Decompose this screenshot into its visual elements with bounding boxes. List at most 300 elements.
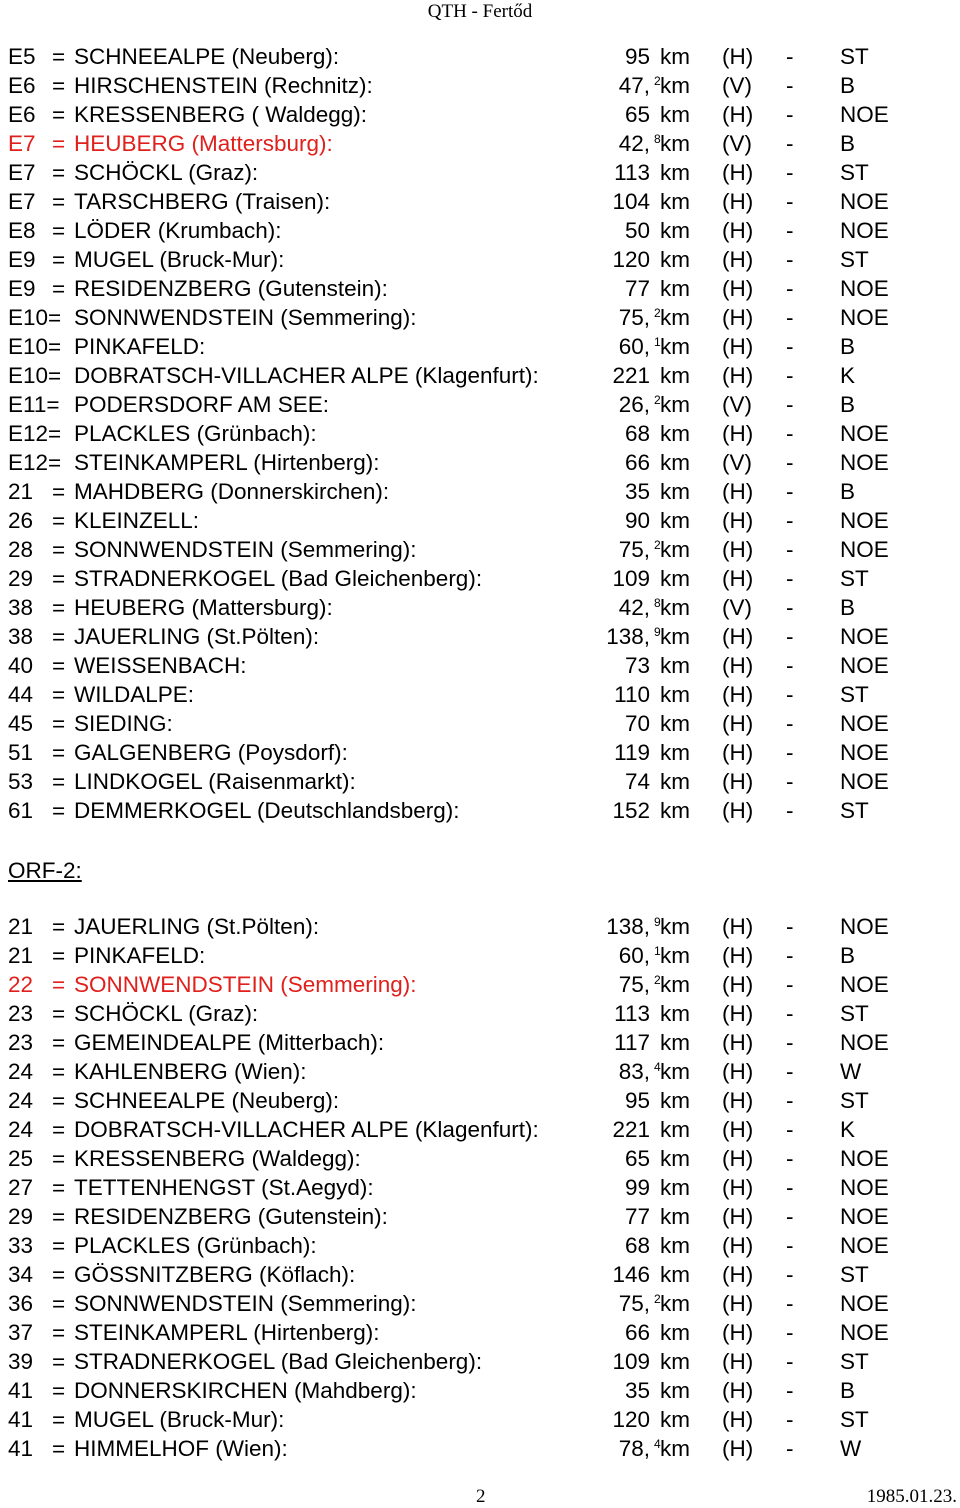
region-code: NOE [840,711,889,736]
distance-unit: km [660,798,690,823]
station-name: MUGEL (Bruck-Mur): [74,1407,285,1432]
channel-label: E7 [8,160,36,185]
distance-value: 152 [612,798,650,823]
distance-unit: km [660,479,690,504]
separator-dash: - [786,624,794,649]
polarization: (H) [722,1320,754,1345]
distance-decimal: 2 [654,973,661,987]
distance-decimal: 2 [654,74,661,88]
distance-unit: km [660,624,690,649]
polarization: (H) [722,943,754,968]
station-name: DEMMERKOGEL (Deutschlandsberg): [74,798,460,823]
distance-unit: km [660,1088,690,1113]
polarization: (H) [722,1436,754,1461]
station-name: LINDKOGEL (Raisenmarkt): [74,769,356,794]
region-code: W [840,1059,862,1084]
separator-dash: - [786,305,794,330]
separator-dash: - [786,218,794,243]
distance-unit: km [660,1030,690,1055]
station-name: SCHÖCKL (Graz): [74,1001,259,1026]
transmitter-row [8,1115,908,1144]
distance-value: 113 [614,1001,650,1026]
separator-dash: - [786,1030,794,1055]
channel-label: E10= [8,363,62,388]
station-name: GEMEINDEALPE (Mitterbach): [74,1030,385,1055]
distance-value: 75, [618,972,650,997]
polarization: (H) [722,566,754,591]
station-name: MUGEL (Bruck-Mur): [74,247,285,272]
polarization: (H) [722,682,754,707]
equals-sign: = [52,566,66,591]
polarization: (H) [722,305,754,330]
polarization: (H) [722,1117,754,1142]
distance-decimal: 2 [654,538,661,552]
distance-decimal: 9 [654,625,661,639]
separator-dash: - [786,798,794,823]
region-code: ST [840,1407,869,1432]
station-name: MAHDBERG (Donnerskirchen): [74,479,390,504]
distance-unit: km [660,44,690,69]
equals-sign: = [52,682,66,707]
polarization: (H) [722,1407,754,1432]
distance-unit: km [660,305,690,330]
equals-sign: = [52,479,66,504]
transmitter-row [8,332,908,361]
separator-dash: - [786,131,794,156]
distance-value: 77 [624,1204,650,1229]
station-name: JAUERLING (St.Pölten): [74,914,320,939]
separator-dash: - [786,943,794,968]
polarization: (H) [722,276,754,301]
region-code: NOE [840,1204,889,1229]
polarization: (H) [722,914,754,939]
equals-sign: = [52,972,66,997]
region-code: B [840,595,856,620]
transmitter-row [8,1231,908,1260]
station-name: RESIDENZBERG (Gutenstein): [74,276,388,301]
transmitter-list-orf2 [8,912,908,1463]
region-code: NOE [840,1233,889,1258]
station-name: STEINKAMPERL (Hirtenberg): [74,1320,380,1345]
separator-dash: - [786,1436,794,1461]
equals-sign: = [52,276,66,301]
polarization: (H) [722,798,754,823]
equals-sign: = [52,1378,66,1403]
channel-label: E12= [8,450,62,475]
equals-sign: = [52,247,66,272]
channel-label: 41 [8,1378,34,1403]
region-code: K [840,1117,856,1142]
separator-dash: - [786,566,794,591]
distance-unit: km [660,508,690,533]
station-name: SCHÖCKL (Graz): [74,160,259,185]
distance-unit: km [660,1204,690,1229]
distance-value: 95 [624,1088,650,1113]
channel-label: E7 [8,189,36,214]
distance-value: 42, [618,595,650,620]
region-code: NOE [840,1146,889,1171]
distance-unit: km [660,653,690,678]
transmitter-row [8,42,908,71]
separator-dash: - [786,1001,794,1026]
station-name: JAUERLING (St.Pölten): [74,624,320,649]
distance-value: 47, [618,73,650,98]
equals-sign: = [52,624,66,649]
channel-label: E10= [8,305,62,330]
region-code: NOE [840,421,889,446]
transmitter-row [8,680,908,709]
distance-unit: km [660,131,690,156]
station-name: HEUBERG (Mattersburg): [74,131,333,156]
channel-label: 29 [8,1204,34,1229]
separator-dash: - [786,711,794,736]
equals-sign: = [52,798,66,823]
channel-label: 61 [8,798,34,823]
channel-label: E8 [8,218,36,243]
equals-sign: = [52,131,66,156]
distance-value: 83, [618,1059,650,1084]
transmitter-row [8,361,908,390]
equals-sign: = [52,1030,66,1055]
transmitter-row [8,506,908,535]
distance-unit: km [660,769,690,794]
distance-unit: km [660,1233,690,1258]
transmitter-row [8,477,908,506]
distance-value: 90 [624,508,650,533]
distance-unit: km [660,247,690,272]
station-name: HEUBERG (Mattersburg): [74,595,333,620]
separator-dash: - [786,1117,794,1142]
distance-value: 146 [612,1262,650,1287]
channel-label: 33 [8,1233,34,1258]
equals-sign: = [52,711,66,736]
region-code: ST [840,1349,869,1374]
distance-decimal: 1 [654,944,661,958]
transmitter-row [8,796,908,825]
channel-label: E9 [8,276,36,301]
transmitter-row [8,158,908,187]
station-name: PLACKLES (Grünbach): [74,421,317,446]
region-code: NOE [840,1291,889,1316]
region-code: ST [840,160,869,185]
region-code: ST [840,682,869,707]
transmitter-row [8,999,908,1028]
separator-dash: - [786,1204,794,1229]
region-code: NOE [840,1030,889,1055]
equals-sign: = [52,595,66,620]
distance-value: 65 [624,1146,650,1171]
transmitter-row [8,303,908,332]
distance-unit: km [660,160,690,185]
station-name: WILDALPE: [74,682,195,707]
distance-value: 66 [624,450,650,475]
equals-sign: = [52,653,66,678]
separator-dash: - [786,392,794,417]
transmitter-row [8,1434,908,1463]
distance-value: 221 [612,363,650,388]
transmitter-row [8,651,908,680]
page-header [0,0,960,26]
transmitter-row [8,1260,908,1289]
transmitter-row [8,622,908,651]
region-code: B [840,73,856,98]
polarization: (H) [722,1030,754,1055]
channel-label: 25 [8,1146,34,1171]
distance-unit: km [660,189,690,214]
station-name: TARSCHBERG (Traisen): [74,189,331,214]
polarization: (H) [722,769,754,794]
channel-label: 21 [8,914,34,939]
section-title-orf2: ORF-2: [8,858,82,883]
station-name: SONNWENDSTEIN (Semmering): [74,1291,417,1316]
polarization: (H) [722,653,754,678]
station-name: PINKAFELD: [74,943,206,968]
channel-label: 36 [8,1291,34,1316]
distance-unit: km [660,421,690,446]
separator-dash: - [786,73,794,98]
region-code: NOE [840,914,889,939]
polarization: (H) [722,1349,754,1374]
region-code: NOE [840,276,889,301]
transmitter-row [8,1057,908,1086]
region-code: B [840,334,856,359]
distance-decimal: 9 [654,915,661,929]
channel-label: E6 [8,102,36,127]
distance-value: 119 [614,740,650,765]
distance-decimal: 8 [654,132,661,146]
separator-dash: - [786,537,794,562]
transmitter-row [8,535,908,564]
separator-dash: - [786,740,794,765]
distance-value: 120 [612,247,650,272]
region-code: NOE [840,450,889,475]
polarization: (V) [722,131,752,156]
channel-label: 26 [8,508,34,533]
distance-value: 35 [624,479,650,504]
region-code: ST [840,566,869,591]
transmitter-row [8,767,908,796]
transmitter-row [8,274,908,303]
distance-value: 138, [606,914,650,939]
channel-label: 29 [8,566,34,591]
station-name: PLACKLES (Grünbach): [74,1233,317,1258]
distance-value: 138, [606,624,650,649]
separator-dash: - [786,421,794,446]
distance-unit: km [660,1146,690,1171]
station-name: WEISSENBACH: [74,653,247,678]
polarization: (H) [722,189,754,214]
region-code: NOE [840,653,889,678]
transmitter-row [8,129,908,158]
channel-label: 45 [8,711,34,736]
region-code: ST [840,1262,869,1287]
polarization: (H) [722,1291,754,1316]
separator-dash: - [786,160,794,185]
channel-label: 39 [8,1349,34,1374]
transmitter-row [8,390,908,419]
transmitter-row [8,1405,908,1434]
separator-dash: - [786,1262,794,1287]
distance-unit: km [660,1378,690,1403]
distance-unit: km [660,914,690,939]
transmitter-row [8,738,908,767]
channel-label: 37 [8,1320,34,1345]
channel-label: 41 [8,1436,34,1461]
distance-value: 68 [624,421,650,446]
distance-unit: km [660,102,690,127]
distance-unit: km [660,537,690,562]
station-name: DONNERSKIRCHEN (Mahdberg): [74,1378,417,1403]
polarization: (H) [722,247,754,272]
document-date: 1985.01.23. [866,1486,957,1507]
equals-sign: = [52,218,66,243]
separator-dash: - [786,479,794,504]
region-code: B [840,943,856,968]
equals-sign: = [52,160,66,185]
channel-label: E11= [8,392,60,417]
equals-sign: = [52,1291,66,1316]
station-name: DOBRATSCH-VILLACHER ALPE (Klagenfurt): [74,1117,539,1142]
distance-unit: km [660,1349,690,1374]
equals-sign: = [52,1436,66,1461]
separator-dash: - [786,1378,794,1403]
channel-label: E12= [8,421,62,446]
polarization: (H) [722,1175,754,1200]
equals-sign: = [52,1001,66,1026]
polarization: (H) [722,711,754,736]
polarization: (H) [722,218,754,243]
distance-unit: km [660,1407,690,1432]
region-code: ST [840,44,869,69]
polarization: (H) [722,537,754,562]
transmitter-row [8,448,908,477]
distance-unit: km [660,450,690,475]
channel-label: 53 [8,769,34,794]
equals-sign: = [52,914,66,939]
polarization: (H) [722,1262,754,1287]
distance-value: 104 [612,189,650,214]
distance-unit: km [660,711,690,736]
channel-label: 23 [8,1030,34,1055]
polarization: (H) [722,1088,754,1113]
equals-sign: = [52,44,66,69]
distance-unit: km [660,1175,690,1200]
station-name: KRESSENBERG ( Waldegg): [74,102,368,127]
region-code: NOE [840,189,889,214]
distance-value: 109 [612,1349,650,1374]
channel-label: 38 [8,595,34,620]
distance-unit: km [660,972,690,997]
equals-sign: = [52,189,66,214]
polarization: (H) [722,508,754,533]
region-code: ST [840,1088,869,1113]
distance-value: 75, [618,537,650,562]
station-name: SONNWENDSTEIN (Semmering): [74,972,417,997]
distance-value: 95 [624,44,650,69]
separator-dash: - [786,189,794,214]
distance-value: 221 [612,1117,650,1142]
distance-unit: km [660,334,690,359]
equals-sign: = [52,1262,66,1287]
distance-unit: km [660,1117,690,1142]
channel-label: E5 [8,44,36,69]
separator-dash: - [786,682,794,707]
region-code: NOE [840,218,889,243]
distance-value: 113 [614,160,650,185]
separator-dash: - [786,44,794,69]
equals-sign: = [52,1117,66,1142]
distance-value: 110 [614,682,650,707]
transmitter-row [8,1318,908,1347]
distance-value: 77 [624,276,650,301]
distance-unit: km [660,566,690,591]
distance-value: 65 [624,102,650,127]
transmitter-row [8,1289,908,1318]
distance-decimal: 2 [654,1292,661,1306]
station-name: PODERSDORF AM SEE: [74,392,330,417]
station-name: GÖSSNITZBERG (Köflach): [74,1262,356,1287]
separator-dash: - [786,972,794,997]
page-footer [0,1486,960,1508]
separator-dash: - [786,653,794,678]
distance-value: 68 [624,1233,650,1258]
distance-value: 73 [624,653,650,678]
distance-value: 78, [618,1436,650,1461]
station-name: SIEDING: [74,711,173,736]
channel-label: 21 [8,479,34,504]
station-name: DOBRATSCH-VILLACHER ALPE (Klagenfurt): [74,363,539,388]
equals-sign: = [52,943,66,968]
polarization: (H) [722,102,754,127]
separator-dash: - [786,769,794,794]
region-code: K [840,363,856,388]
region-code: ST [840,1001,869,1026]
polarization: (H) [722,1146,754,1171]
channel-label: 24 [8,1088,34,1113]
distance-decimal: 2 [654,393,661,407]
transmitter-row [8,71,908,100]
separator-dash: - [786,450,794,475]
station-name: STRADNERKOGEL (Bad Gleichenberg): [74,1349,483,1374]
distance-unit: km [660,595,690,620]
distance-value: 60, [618,943,650,968]
polarization: (H) [722,972,754,997]
polarization: (V) [722,73,752,98]
transmitter-list-orf1 [8,42,908,825]
polarization: (H) [722,740,754,765]
polarization: (H) [722,421,754,446]
distance-unit: km [660,1320,690,1345]
region-code: B [840,479,856,504]
distance-unit: km [660,1262,690,1287]
transmitter-row [8,1028,908,1057]
channel-label: 34 [8,1262,34,1287]
distance-value: 109 [612,566,650,591]
separator-dash: - [786,1088,794,1113]
polarization: (H) [722,624,754,649]
transmitter-row [8,1347,908,1376]
polarization: (H) [722,1233,754,1258]
channel-label: 24 [8,1059,34,1084]
station-name: PINKAFELD: [74,334,206,359]
separator-dash: - [786,1349,794,1374]
transmitter-row [8,419,908,448]
equals-sign: = [52,769,66,794]
distance-value: 75, [618,1291,650,1316]
channel-label: 27 [8,1175,34,1200]
station-name: SCHNEEALPE (Neuberg): [74,44,340,69]
equals-sign: = [52,1233,66,1258]
